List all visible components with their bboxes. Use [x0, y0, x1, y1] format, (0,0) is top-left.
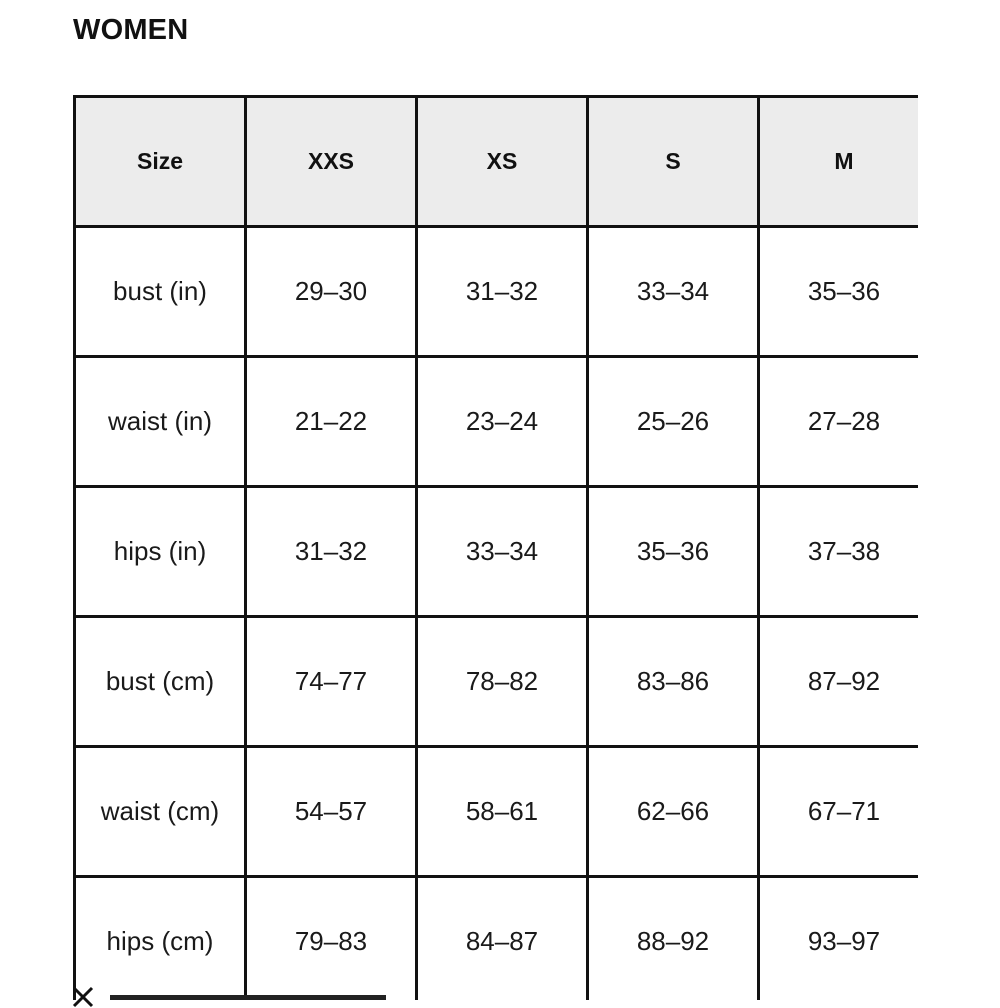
- row-label: hips (cm): [75, 877, 246, 1001]
- header-cell-s: S: [588, 97, 759, 227]
- table-header-row: [75, 97, 919, 227]
- table-cell: 35–36: [588, 487, 759, 617]
- table-cell: 33–34: [417, 487, 588, 617]
- table-cell: 84–87: [417, 877, 588, 1001]
- table-cell: 37–38: [759, 487, 919, 617]
- row-label: waist (cm): [75, 747, 246, 877]
- row-label: hips (in): [75, 487, 246, 617]
- table-cell: 33–34: [588, 227, 759, 357]
- table-row: [75, 487, 919, 617]
- table-cell: 88–92: [588, 877, 759, 1001]
- bottom-overlay-bar: [110, 995, 386, 1000]
- table-cell: 62–66: [588, 747, 759, 877]
- close-icon[interactable]: [70, 982, 96, 1008]
- table-cell: 54–57: [246, 747, 417, 877]
- table-cell: 93–97: [759, 877, 919, 1001]
- table-cell: 21–22: [246, 357, 417, 487]
- table-cell: 78–82: [417, 617, 588, 747]
- size-chart-table: [73, 95, 918, 1000]
- table-cell: 74–77: [246, 617, 417, 747]
- header-cell-xxs: XXS: [246, 97, 417, 227]
- table-cell: 87–92: [759, 617, 919, 747]
- table-cell: 31–32: [417, 227, 588, 357]
- table-cell: 35–36: [759, 227, 919, 357]
- table-cell: 29–30: [246, 227, 417, 357]
- table-cell: 23–24: [417, 357, 588, 487]
- table-cell: 25–26: [588, 357, 759, 487]
- row-label: bust (cm): [75, 617, 246, 747]
- table-cell: 83–86: [588, 617, 759, 747]
- table-row: [75, 877, 919, 1001]
- table-cell: 27–28: [759, 357, 919, 487]
- table-row: [75, 747, 919, 877]
- row-label: waist (in): [75, 357, 246, 487]
- table-cell: 31–32: [246, 487, 417, 617]
- header-cell-xs: XS: [417, 97, 588, 227]
- header-cell-m: M: [759, 97, 919, 227]
- page-title: WOMEN: [73, 14, 189, 46]
- size-chart-container: [73, 95, 918, 1000]
- table-cell: 58–61: [417, 747, 588, 877]
- table-cell: 67–71: [759, 747, 919, 877]
- table-row: [75, 617, 919, 747]
- table-row: [75, 357, 919, 487]
- header-cell-size: Size: [75, 97, 246, 227]
- row-label: bust (in): [75, 227, 246, 357]
- table-row: [75, 227, 919, 357]
- table-cell: 79–83: [246, 877, 417, 1001]
